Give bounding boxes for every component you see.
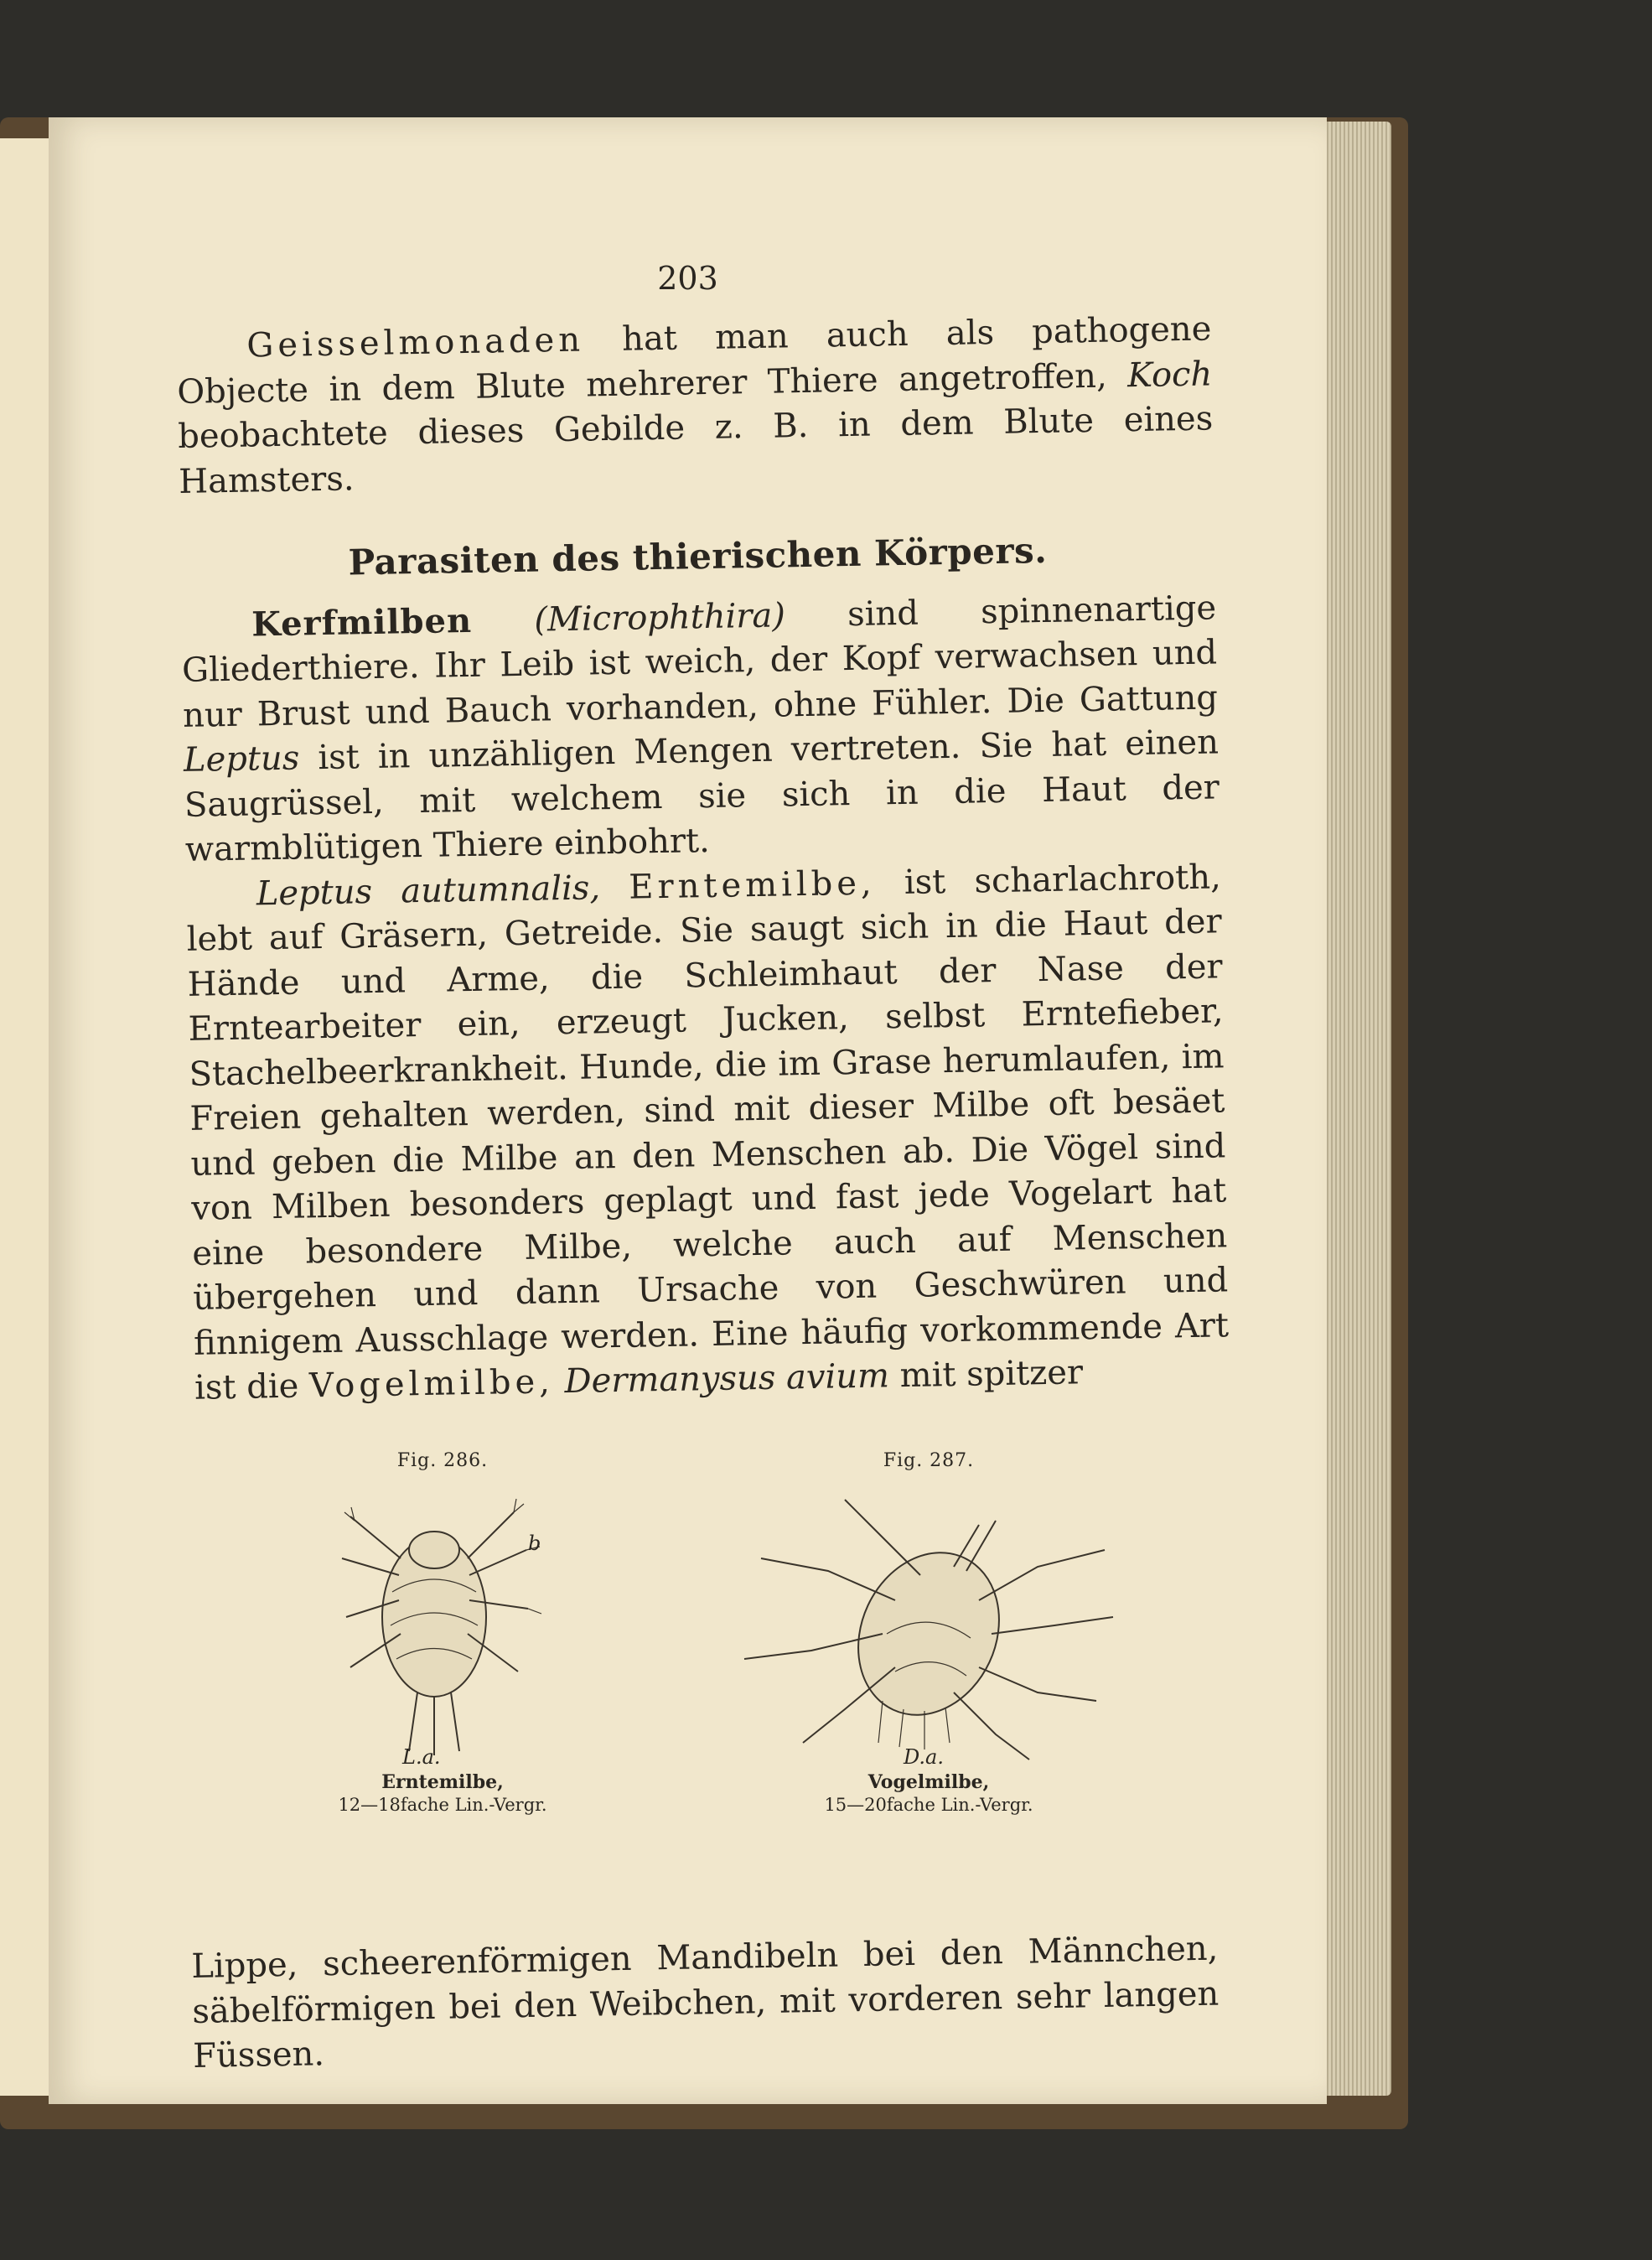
paragraph-geisselmonaden [176, 307, 1214, 505]
figure-caption: Vogelmilbe, [867, 1771, 990, 1793]
term-leptus: Leptus [183, 739, 300, 780]
term-geisselmonaden: Geisselmonaden [246, 320, 585, 365]
paragraph-text: beobachtete dieses Gebilde z. B. in dem Blute eines Hamsters. [177, 399, 1214, 501]
term-vogelmilbe: Vogelmilbe, [308, 1362, 555, 1406]
paragraph-text: mit spitzer [888, 1353, 1084, 1396]
paragraph-text: ist in unzähligen Mengen vertreten. Sie hat einen Saugrüssel, mit welchem sie sich in die Haut der warmblütigen Thiere einbohrt. [184, 723, 1220, 869]
term-leptus-autumnalis: Leptus autumnalis, [256, 868, 601, 913]
book-page [49, 117, 1327, 2104]
figure-caption: Erntemilbe, [381, 1771, 504, 1793]
section-heading: Parasiten des thierischen Körpers. [348, 529, 1048, 583]
paragraph-lippe: Lippe, scheerenförmigen Mandibeln bei den Männchen, säbelförmigen bei den Weibchen, mit vorderen sehr langen Füssen. [191, 1929, 1220, 2076]
figure-magnification: 12—18fache Lin.-Vergr. [338, 1795, 547, 1815]
main-text [176, 307, 1230, 1411]
paragraph-kerfmilben [181, 585, 1220, 873]
bird-mite-illustration [728, 1491, 1130, 1768]
figure-287 [694, 1450, 1163, 1815]
figure-letter-b: b [528, 1532, 541, 1555]
page-edges [1320, 122, 1391, 2096]
author-koch: Koch [1126, 354, 1213, 395]
term-erntemilbe: Erntemilbe, [628, 863, 877, 907]
figures [250, 1450, 1189, 1920]
left-page-edge [0, 138, 54, 2096]
term-dermanysus-avium: Dermanysus avium [564, 1356, 890, 1402]
paragraph-leptus-autumnalis [185, 855, 1230, 1411]
figure-abbrev-da: D.a. [904, 1745, 944, 1768]
figure-286 [250, 1450, 635, 1815]
continuation-text [191, 1927, 1220, 2080]
term-microphthira: (Microphthira) [533, 595, 786, 640]
figure-abbrev-la: L.a. [402, 1745, 441, 1768]
paragraph-text: hat man auch als pathogene Objecte in dem Blute mehrerer Thiere angetroffen, [176, 309, 1212, 412]
figure-label: Fig. 286. [396, 1450, 489, 1471]
figure-magnification: 15—20fache Lin.-Vergr. [824, 1795, 1033, 1815]
page-number: 203 [657, 260, 718, 297]
harvest-mite-illustration [334, 1491, 552, 1768]
figure-label: Fig. 287. [883, 1450, 975, 1471]
paragraph-text: sind spinnenartige Gliederthiere. Ihr Leib ist weich, der Kopf verwachsen und nur Brust und Bauch vorhanden, ohne Fühler. Die Gattung [181, 588, 1219, 735]
paragraph-text: ist scharlachroth, lebt auf Gräsern, Getreide. Sie saugt sich in die Haut der Hände und Arme, die Schleimhaut der Nase der Erntearbeiter ein, erzeugt Jucken, selbst Erntefieber, Stachelbeerkrankheit. Hunde, die im Grase herumlaufen, im Freien gehalten werden, sind mit dieser Milbe oft besäet und geben die Milbe an den Menschen ab. Die Vögel sind von Milben besonders geplagt und fast jede Vogelart hat eine besondere Milbe, welche auch auf Menschen übergehen und dann Ursache von Geschwüren und finnigem Ausschlage werden. Eine häufig vorkommende Art ist die [186, 857, 1230, 1407]
term-kerfmilben: Kerfmilben [251, 600, 473, 644]
